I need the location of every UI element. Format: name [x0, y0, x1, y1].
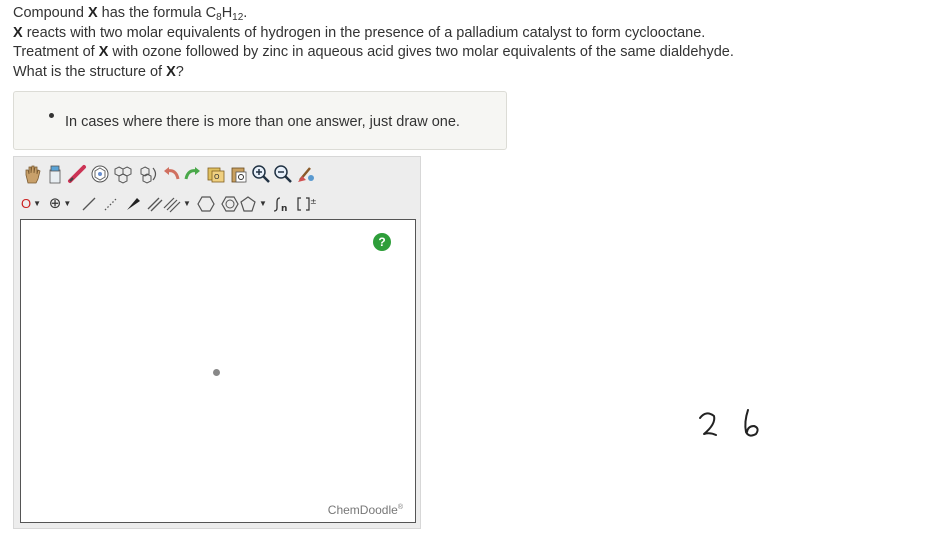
chevron-down-icon: ▼	[183, 199, 191, 208]
chevron-down-icon: ▼	[63, 199, 72, 208]
zoom-out-icon[interactable]	[272, 163, 294, 185]
svg-text:O: O	[214, 173, 220, 181]
undo-icon[interactable]	[160, 163, 182, 185]
svg-text:±: ±	[310, 197, 317, 206]
eraser-icon[interactable]	[44, 163, 66, 185]
lasso-icon[interactable]	[66, 163, 88, 185]
svg-text:n: n	[281, 204, 288, 214]
question-line-1: Compound X has the formula $C_8H_{12}$.	[13, 5, 248, 23]
pentagon-ring-icon[interactable]	[242, 193, 270, 215]
redo-icon[interactable]	[182, 163, 204, 185]
help-button[interactable]: ?	[373, 233, 391, 251]
question-line-2: X reacts with two molar equivalents of hydrogen in the presence of a palladium catalyst to form cyclooctane.	[13, 24, 706, 41]
rings-template-icon[interactable]	[112, 163, 138, 185]
hexagon-ring-icon[interactable]	[194, 193, 218, 215]
hint-text: In cases where there is more than one answer, just draw one.	[65, 114, 460, 130]
template-icon[interactable]	[88, 163, 112, 185]
chevron-down-icon: ▼	[259, 199, 267, 208]
toolbar-row-1	[20, 163, 318, 185]
single-bond-icon[interactable]	[78, 193, 100, 215]
question-line-4: What is the structure of X?	[13, 63, 184, 80]
clean-icon[interactable]	[294, 163, 318, 185]
chevron-down-icon: ▼	[33, 199, 42, 208]
dashed-bond-icon[interactable]	[100, 193, 122, 215]
atom-dropdown-icon[interactable]	[20, 193, 48, 215]
copy-icon[interactable]	[204, 163, 228, 185]
drawing-canvas[interactable]	[20, 219, 416, 523]
wedge-bond-icon[interactable]	[122, 193, 144, 215]
chain-template-icon[interactable]	[138, 163, 160, 185]
paste-icon[interactable]	[228, 163, 250, 185]
triple-bond-icon[interactable]	[166, 193, 194, 215]
repeat-unit-icon[interactable]	[270, 193, 294, 215]
handwritten-annotation	[694, 408, 804, 448]
zoom-in-icon[interactable]	[250, 163, 272, 185]
charge-label: ⊕	[48, 195, 62, 212]
question-text	[13, 4, 913, 82]
hand-icon[interactable]	[20, 163, 44, 185]
hint-box	[13, 91, 507, 150]
canvas-dot	[213, 369, 220, 376]
bracket-icon[interactable]	[294, 193, 318, 215]
chemdoodle-sketcher	[13, 156, 421, 529]
bullet-icon	[49, 113, 54, 118]
chemdoodle-brand: ChemDoodle®	[327, 503, 403, 517]
toolbar-row-2	[20, 193, 318, 215]
atom-label: O	[20, 196, 32, 211]
charge-icon[interactable]	[48, 193, 78, 215]
question-line-3: Treatment of X with ozone followed by zinc in aqueous acid gives two molar equivalents of the same dialdehyde.	[13, 44, 734, 60]
